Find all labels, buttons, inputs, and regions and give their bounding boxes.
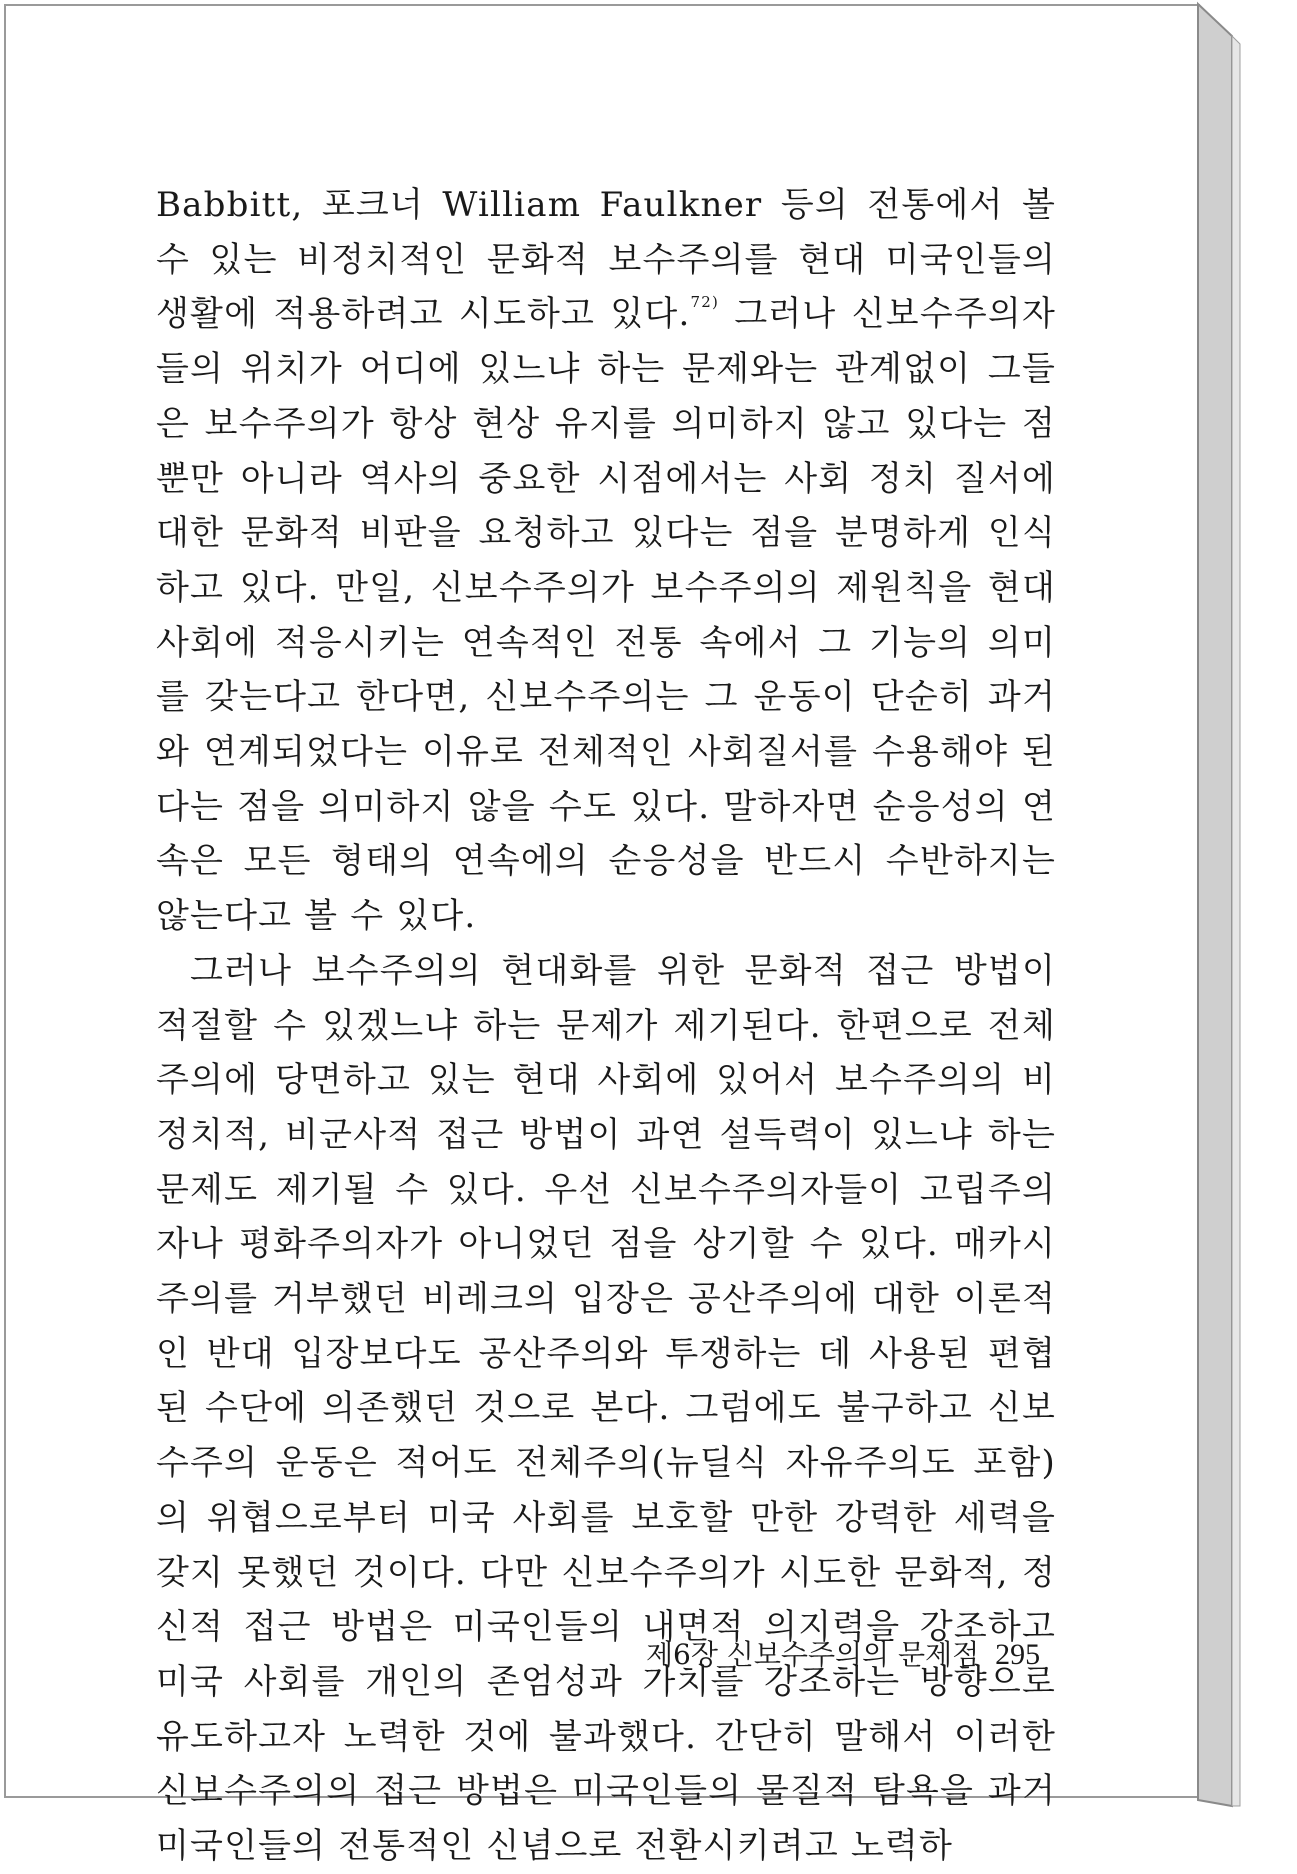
paragraph-2: 그러나 보수주의의 현대화를 위한 문화적 접근 방법이 적절할 수 있겠느냐 하는 문제가 제기된다. 한편으로 전체주의에 당면하고 있는 현대 사회에 있어서 보수주의의 비정치적, 비군사적 접근 방법이 과연 설득력이 있느냐 하는 문제도 제기될 수 있다. 우선 신보수주의자들이 고립주의자나 평화주의자가 아니었던 점을 상기할 수 있다. 매카시주의를 거부했던 비레크의 입장은 공산주의에 대한 이론적인 반대 입장보다도 공산주의와 투쟁하는 데 사용된 편협된 수단에 의존했던 것으로 본다. 그럼에도 불구하고 신보수주의 운동은 적어도 전체주의(뉴딜식 자유주의도 포함)의 위협으로부터 미국 사회를 보호할 만한 강력한 세력을 갖지 못했던 것이다. 다만 신보수주의가 시도한 문화적, 정신적 접근 방법은 미국인들의 내면적 의지력을 강조하고 미국 사회를 개인의 존엄성과 가치를 강조하는 방향으로 유도하고자 노력한 것에 불과했다. 간단히 말해서 이러한 신보수주의의 접근 방법은 미국인들의 물질적 탐욕을 과거 미국인들의 전통적인 신념으로 전환시키려고 노력하 (156, 950, 1056, 1867)
page-number: 295 (995, 1638, 1041, 1671)
paragraph-1-rest: 그러나 신보수주의자들의 위치가 어디에 있느냐 하는 문제와는 관계없이 그들은 보수주의가 항상 현상 유지를 의미하지 않고 있다는 점뿐만 아니라 역사의 중요한 시점에서는 사회 정치 질서에 대한 문화적 비판을 요청하고 있다는 점을 분명하게 인식하고 있다. 만일, 신보수주의가 보수주의의 제원칙을 현대 사회에 적응시키는 연속적인 전통 속에서 그 기능의 의미를 갖는다고 한다면, 신보수주의는 그 운동이 단순히 과거와 연계되었다는 이유로 전체적인 사회질서를 수용해야 된다는 점을 의미하지 않을 수도 있다. 말하자면 순응성의 연속은 모든 형태의 연속에의 순응성을 반드시 수반하지는 않는다고 볼 수 있다. (156, 294, 1056, 937)
running-head: 제6장 신보수주의의 문제점 (646, 1638, 980, 1671)
paragraph-1-lead: Babbitt, 포크너 William Faulkner 등의 전통에서 볼 수 있는 비정치적인 문화적 보수주의를 현대 미국인들의 생활에 적용하려고 시도하고 있다. (156, 185, 1056, 335)
footnote-reference[interactable]: 72) (690, 293, 720, 312)
